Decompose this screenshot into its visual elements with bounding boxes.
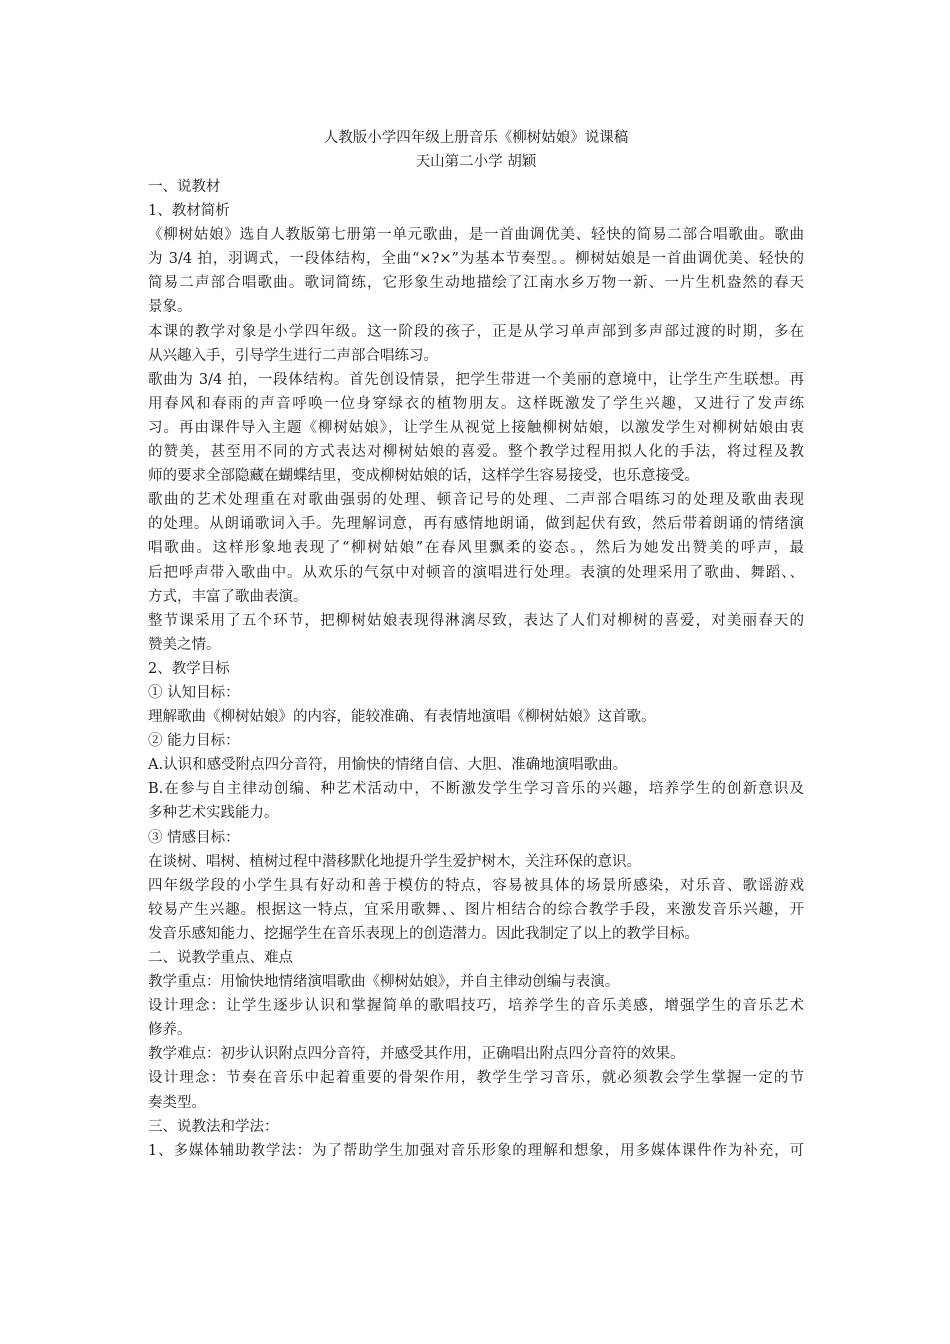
text-line: 习。再由课件导入主题《柳树姑娘》，让学生从视觉上接触柳树姑娘，以激发学生对柳树姑娘由衷 [148, 419, 804, 436]
text-line: 赞美之情。 [148, 636, 221, 653]
text-line: 发音乐感知能力、挖掘学生在音乐表现上的创造潜力。因此我制定了以上的教学目标。 [148, 925, 699, 942]
text-line: 为 3/4 拍，羽调式，一段体结构，全曲“×?×”为基本节奏型。。柳树姑娘是一首曲调优美、轻快的 [148, 251, 804, 268]
text-line: 方式，丰富了歌曲表演。 [148, 588, 308, 605]
text-line: 奏类型。 [148, 1094, 206, 1111]
text-line: 景象。 [148, 299, 192, 316]
text-line: 简易二声部合唱歌曲。歌词简练，它形象生动地描绘了江南水乡万物一新、一片生机盎然的春天 [148, 275, 804, 292]
document-author: 天山第二小学 胡颖 [415, 154, 537, 170]
text-line: B.在参与自主律动创编、种艺术活动中，不断激发学生学习音乐的兴趣，培养学生的创新意识及 [148, 781, 804, 798]
text-line: 在谈树、唱树、植树过程中潜移默化地提升学生爱护树木，关注环保的意识。 [148, 853, 641, 870]
text-line: ③ 情感目标： [148, 829, 240, 846]
text-line: 理解歌曲《柳树姑娘》的内容，能较准确、有表情地演唱《柳树姑娘》这首歌。 [148, 709, 656, 726]
text-line: 从兴趣入手，引导学生进行二声部合唱练习。 [148, 347, 438, 364]
text-line: 整节课采用了五个环节，把柳树姑娘表现得淋漓尽致，表达了人们对柳树的喜爱，对美丽春天的 [148, 612, 804, 629]
text-line: ① 认知目标： [148, 684, 240, 701]
text-line: 较易产生兴趣。根据这一特点，宜采用歌舞、、图片相结合的综合教学手段，来激发音乐兴趣，开 [148, 901, 804, 918]
text-line: 修养。 [148, 1022, 192, 1039]
paragraph-lines [148, 175, 804, 1163]
text-line: 教学重点：用愉快地情绪演唱歌曲《柳树姑娘》，并自主律动创编与表演。 [148, 974, 620, 991]
text-line: 歌曲的艺术处理重在对歌曲强弱的处理、顿音记号的处理、二声部合唱练习的处理及歌曲表现 [148, 492, 804, 509]
text-line: 设计理念：节奏在音乐中起着重要的骨架作用，教学生学习音乐，就必须教会学生掌握一定的节 [148, 1070, 804, 1087]
text-line: 唱歌曲。这样形象地表现了“柳树姑娘”在春风里飘柔的姿态。，然后为她发出赞美的呼声，最 [148, 540, 804, 557]
text-line: 1、教材简析 [148, 203, 230, 220]
text-line: 设计理念：让学生逐步认识和掌握简单的歌唱技巧，培养学生的音乐美感，增强学生的音乐艺术 [148, 998, 804, 1015]
text-line: 歌曲为 3/4 拍，一段体结构。首先创设情景，把学生带进一个美丽的意境中，让学生产生联想。再 [148, 371, 804, 388]
document-body [148, 126, 804, 1163]
text-line: 用春风和春雨的声音呼唤一位身穿绿衣的植物朋友。这样既激发了学生兴趣，又进行了发声练 [148, 395, 804, 412]
title-block [148, 126, 804, 174]
text-line: 本课的教学对象是小学四年级。这一阶段的孩子，正是从学习单声部到多声部过渡的时期，多在 [148, 323, 804, 340]
text-line: 四年级学段的小学生具有好动和善于模仿的特点，容易被具体的场景所感染，对乐音、歌谣游戏 [148, 877, 804, 894]
text-line: 《柳树姑娘》选自人教版第七册第一单元歌曲，是一首曲调优美、轻快的简易二部合唱歌曲。歌曲 [148, 227, 804, 244]
text-line: 多种艺术实践能力。 [148, 805, 279, 822]
text-line: 的赞美，甚至用不同的方式表达对柳树姑娘的喜爱。整个教学过程用拟人化的手法，将过程及教 [148, 444, 804, 461]
text-line: 1、多媒体辅助教学法：为了帮助学生加强对音乐形象的理解和想象，用多媒体课件作为补充，可 [148, 1142, 804, 1159]
text-line: 三、说教法和学法： [148, 1118, 279, 1135]
text-line: 一、说教材 [148, 179, 221, 195]
text-line: 的处理。从朗诵歌词入手。先理解词意，再有感情地朗诵，做到起伏有致，然后带着朗诵的情绪演 [148, 516, 804, 533]
text-line: A.认识和感受附点四分音符，用愉快的情绪自信、大胆、准确地演唱歌曲。 [148, 757, 628, 774]
text-line: 师的要求全部隐藏在蝴蝶结里，变成柳树姑娘的话，这样学生容易接受，也乐意接受。 [148, 468, 699, 485]
text-line: 后把呼声带入歌曲中。从欢乐的气氛中对顿音的演唱进行处理。表演的处理采用了歌曲、舞蹈、、 [148, 564, 804, 581]
text-line: 2、教学目标 [148, 660, 230, 677]
text-line: ② 能力目标： [148, 733, 240, 750]
document-title: 人教版小学四年级上册音乐《柳树姑娘》说课稿 [323, 130, 629, 146]
text-line: 二、说教学重点、难点 [148, 950, 293, 966]
text-line: 教学难点：初步认识附点四分音符，并感受其作用，正确唱出附点四分音符的效果。 [148, 1046, 685, 1063]
